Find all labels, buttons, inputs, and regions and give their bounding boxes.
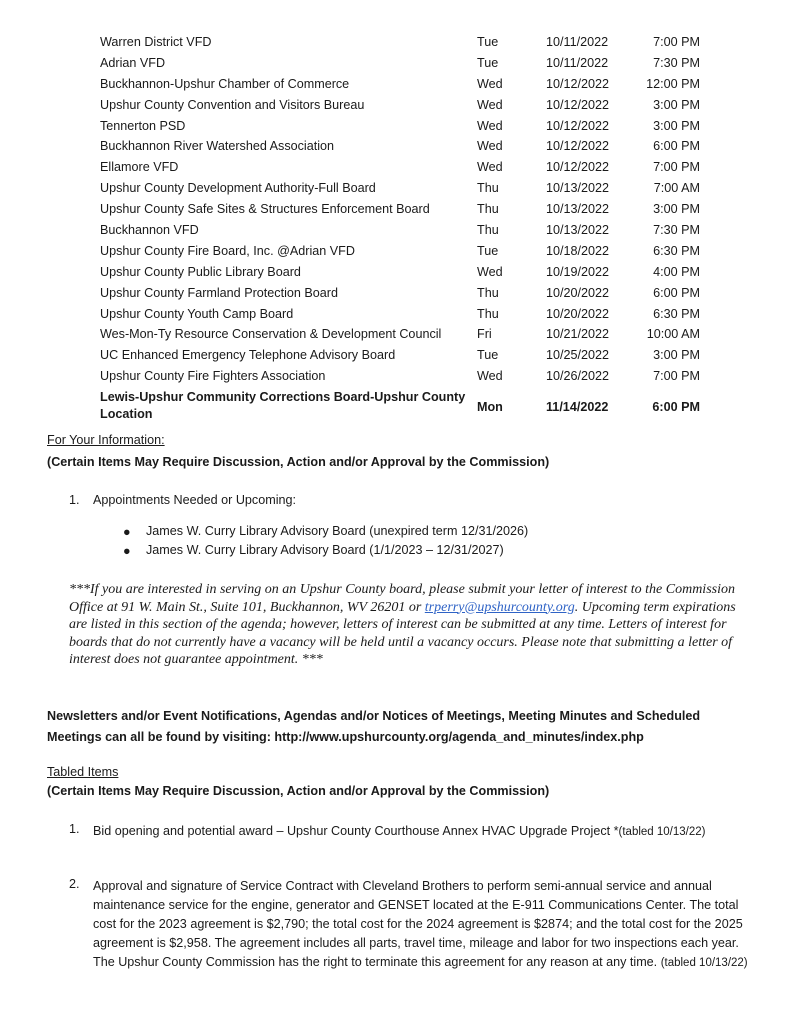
meeting-time: 6:30 PM	[653, 306, 700, 321]
meeting-time: 3:00 PM	[653, 348, 700, 363]
meeting-name: Buckhannon-Upshur Chamber of Commerce	[100, 76, 350, 91]
meeting-date: 10/12/2022	[546, 118, 610, 133]
meeting-schedule-table	[100, 32, 720, 425]
meeting-time: 7:00 PM	[653, 160, 700, 175]
schedule-row	[100, 366, 720, 387]
schedule-row	[100, 178, 720, 199]
tabled-subheading: (Certain Items May Require Discussion, Action and/or Approval by the Commission)	[47, 784, 550, 798]
schedule-row	[100, 32, 720, 53]
meeting-day: Thu	[477, 306, 499, 321]
meeting-time: 7:30 PM	[653, 223, 700, 238]
schedule-row	[100, 324, 720, 345]
meeting-time: 3:00 PM	[653, 118, 700, 133]
meeting-name: Warren District VFD	[100, 35, 212, 49]
meeting-date: 11/14/2022	[546, 400, 609, 415]
meeting-date: 10/26/2022	[546, 369, 610, 384]
meeting-day: Thu	[477, 202, 499, 217]
schedule-row	[100, 283, 720, 304]
meeting-name: Upshur County Youth Camp Board	[100, 306, 294, 321]
meeting-day: Tue	[477, 35, 499, 49]
tabled-item-2	[93, 877, 753, 973]
meeting-name: Adrian VFD	[100, 55, 166, 70]
meeting-name: Tennerton PSD	[100, 118, 186, 133]
meeting-name: Upshur County Farmland Protection Board	[100, 285, 338, 300]
newsletter-paragraph: Newsletters and/or Event Notifications, Agendas and/or Notices of Meetings, Meeting Minutes and Scheduled Meetings can all be found by visiting: http://www.upshurcounty.org/agenda_and_minutes/index.php	[47, 709, 701, 744]
meeting-time: 12:00 PM	[646, 76, 700, 91]
schedule-row	[100, 116, 720, 137]
meeting-time: 6:30 PM	[653, 243, 700, 258]
schedule-row	[100, 74, 720, 95]
meeting-time: 7:00 PM	[653, 35, 700, 49]
meeting-name: Buckhannon River Watershed Association	[100, 139, 335, 154]
meeting-name: Upshur County Convention and Visitors Bureau	[100, 97, 365, 112]
meeting-day: Wed	[477, 139, 503, 154]
bullet-icon: ●	[123, 544, 131, 558]
bullet-text: James W. Curry Library Advisory Board (unexpired term 12/31/2026)	[146, 524, 529, 538]
meeting-date: 10/12/2022	[546, 139, 610, 154]
meeting-day: Thu	[477, 223, 499, 238]
note-text: ***If you are interested in serving on an Upshur County board, please submit your letter of interest to the Commission Office at 91 W. Main St., Suite 101, Buckhannon, WV 26201 or	[69, 582, 735, 615]
meeting-name: Buckhannon VFD	[100, 223, 199, 238]
meeting-time: 7:00 AM	[653, 181, 700, 196]
schedule-row	[100, 136, 720, 157]
meeting-day: Tue	[477, 55, 499, 70]
bullet-text: James W. Curry Library Advisory Board (1/1/2023 – 12/31/2027)	[146, 543, 504, 557]
schedule-row	[100, 199, 720, 220]
board-interest-note	[69, 581, 749, 669]
schedule-row	[100, 95, 720, 116]
meeting-time: 6:00 PM	[653, 139, 700, 154]
schedule-row	[100, 387, 720, 425]
meeting-time: 3:00 PM	[653, 202, 700, 217]
meeting-date: 10/18/2022	[546, 243, 610, 258]
meeting-day: Wed	[477, 160, 503, 175]
meeting-date: 10/25/2022	[546, 348, 610, 363]
meeting-name: Lewis-Upshur Community Corrections Board-Upshur County Location	[100, 390, 466, 422]
tabled-heading: Tabled Items	[47, 765, 119, 779]
meeting-day: Thu	[477, 181, 499, 196]
meeting-date: 10/12/2022	[546, 160, 610, 175]
tabled-note: (tabled 10/13/22)	[660, 957, 748, 969]
fyi-item-number: 1.	[69, 493, 80, 507]
tabled-item-number: 2.	[69, 877, 80, 891]
tabled-item-number: 1.	[69, 822, 80, 836]
meeting-day: Fri	[477, 327, 492, 342]
schedule-row	[100, 345, 720, 366]
meeting-day: Wed	[477, 76, 503, 91]
meeting-date: 10/11/2022	[546, 35, 609, 49]
meeting-name: Upshur County Fire Fighters Association	[100, 369, 326, 384]
meeting-day: Wed	[477, 97, 503, 112]
schedule-row	[100, 241, 720, 262]
meeting-time: 6:00 PM	[653, 285, 700, 300]
schedule-row	[100, 304, 720, 325]
meeting-day: Tue	[477, 243, 499, 258]
meeting-time: 10:00 AM	[646, 327, 700, 342]
meeting-name: Upshur County Fire Board, Inc. @Adrian VFD	[100, 243, 355, 258]
meeting-time: 3:00 PM	[653, 97, 700, 112]
meeting-name: UC Enhanced Emergency Telephone Advisory Board	[100, 348, 396, 363]
schedule-row	[100, 157, 720, 178]
meeting-date: 10/19/2022	[546, 264, 610, 279]
meeting-day: Thu	[477, 285, 499, 300]
schedule-row	[100, 220, 720, 241]
fyi-heading: For Your Information:	[47, 433, 165, 447]
meeting-day: Mon	[477, 400, 503, 415]
fyi-item-label: Appointments Needed or Upcoming:	[93, 493, 297, 507]
meeting-day: Wed	[477, 264, 503, 279]
meeting-date: 10/20/2022	[546, 306, 610, 321]
schedule-row	[100, 53, 720, 74]
email-link[interactable]: trperry@upshurcounty.org	[424, 599, 575, 615]
meeting-name: Upshur County Development Authority-Full Board	[100, 181, 376, 196]
meeting-day: Tue	[477, 348, 499, 363]
meeting-name: Upshur County Public Library Board	[100, 264, 301, 279]
tabled-note: (tabled 10/13/22)	[618, 826, 706, 838]
meeting-day: Wed	[477, 369, 503, 384]
meeting-date: 10/13/2022	[546, 223, 610, 238]
meeting-time: 7:00 PM	[653, 369, 700, 384]
meeting-date: 10/12/2022	[546, 97, 610, 112]
note-text: . Upcoming term expirations are listed in this section of the agenda; however, letters of interest can be submitted at any time. Letters of interest for boards that do not currently have a vacancy will be held until a vacancy occurs. Please note that submitting a letter of interest does not guarantee appointment. ***	[69, 599, 736, 667]
meeting-name: Wes-Mon-Ty Resource Conservation & Development Council	[100, 327, 442, 342]
meeting-date: 10/20/2022	[546, 285, 610, 300]
meeting-day: Wed	[477, 118, 503, 133]
meeting-name: Upshur County Safe Sites & Structures Enforcement Board	[100, 202, 430, 217]
bullet-icon: ●	[123, 525, 131, 539]
tabled-item-1	[93, 822, 753, 842]
schedule-row	[100, 262, 720, 283]
meeting-time: 4:00 PM	[653, 264, 700, 279]
fyi-subheading: (Certain Items May Require Discussion, Action and/or Approval by the Commission)	[47, 455, 550, 469]
meeting-date: 10/21/2022	[546, 327, 610, 342]
meeting-name: Ellamore VFD	[100, 160, 179, 175]
meeting-time: 6:00 PM	[652, 400, 700, 415]
tabled-item-text: Bid opening and potential award – Upshur County Courthouse Annex HVAC Upgrade Project *	[93, 824, 619, 838]
meeting-date: 10/13/2022	[546, 202, 610, 217]
meeting-date: 10/13/2022	[546, 181, 610, 196]
meeting-date: 10/12/2022	[546, 76, 610, 91]
tabled-item-text: Approval and signature of Service Contract with Cleveland Brothers to perform semi-annual service and annual maintenance service for the engine, generator and GENSET located at the E-911 Communications Center. The total cost for the 2023 agreement is $2,790; the total cost for the 2024 agreement is $2874; and the total cost for the 2025 agreement is $2,958. The agreement includes all parts, travel time, mileage and labor for two inspections each year. The Upshur County Commission has the right to terminate this agreement for any reason at any time.	[93, 879, 743, 969]
meeting-date: 10/11/2022	[546, 55, 609, 70]
meeting-time: 7:30 PM	[653, 55, 700, 70]
